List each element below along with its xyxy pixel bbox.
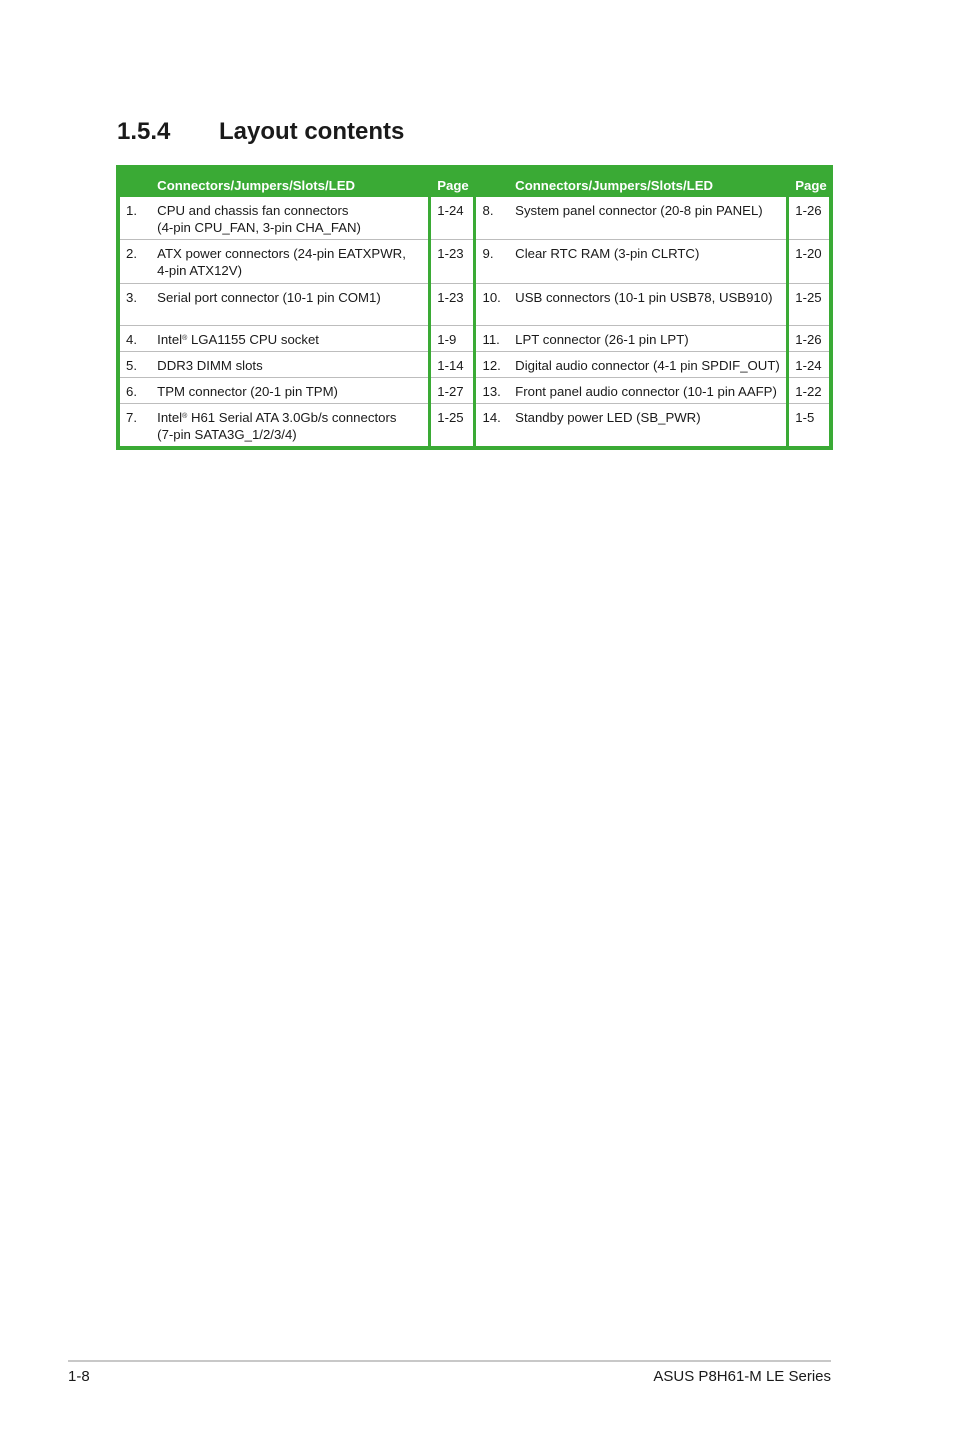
- table-row: [118, 197, 831, 240]
- row-page-right: 1-5: [795, 410, 815, 425]
- footer-page-number: 1-8: [68, 1368, 90, 1385]
- section-number: 1.5.4: [117, 118, 171, 145]
- row-number-left: 7.: [126, 410, 137, 425]
- table-row: [118, 404, 831, 449]
- footer-divider: [68, 1360, 831, 1362]
- row-item-right: Digital audio connector (4-1 pin SPDIF_OUT): [509, 352, 788, 378]
- row-item-right: Clear RTC RAM (3-pin CLRTC): [509, 240, 788, 284]
- row-number-right: 8.: [475, 197, 509, 240]
- row-page-right: 1-22: [788, 378, 831, 404]
- row-item-right: Front panel audio connector (10-1 pin AAFP): [509, 378, 788, 404]
- row-page-left: 1-24: [430, 197, 475, 240]
- row-page-left: 1-25: [430, 404, 475, 449]
- row-page-right: 1-24: [788, 352, 831, 378]
- row-page-right: 1-25: [788, 284, 831, 326]
- header-num-left: [118, 167, 151, 197]
- row-page-left: 1-23: [430, 240, 475, 284]
- row-number-left: 5.: [118, 352, 151, 378]
- table-row: [118, 284, 831, 326]
- section-title: Layout contents: [219, 118, 405, 145]
- row-number-right: 9.: [475, 240, 509, 284]
- row-page-right: 1-26: [788, 326, 831, 352]
- section-heading: [117, 118, 404, 146]
- header-item-left: Connectors/Jumpers/Slots/LED: [151, 167, 430, 197]
- row-number-right: 10.: [475, 284, 509, 326]
- table-row: [118, 378, 831, 404]
- row-item-left: ATX power connectors (24-pin EATXPWR, 4-pin ATX12V): [151, 240, 430, 284]
- row-item-left: TPM connector (20-1 pin TPM): [151, 378, 430, 404]
- table-row: [118, 240, 831, 284]
- layout-contents-table: [116, 165, 833, 450]
- header-page-right: Page: [788, 167, 831, 197]
- row-item-right: LPT connector (26-1 pin LPT): [509, 326, 788, 352]
- row-page-left: 1-27: [430, 378, 475, 404]
- row-item-left: DDR3 DIMM slots: [151, 352, 430, 378]
- row-page-right: 1-20: [788, 240, 831, 284]
- row-item-left: Serial port connector (10-1 pin COM1): [151, 284, 430, 326]
- row-number-left: 2.: [118, 240, 151, 284]
- header-num-right: [475, 167, 509, 197]
- row-item-right: USB connectors (10-1 pin USB78, USB910): [509, 284, 788, 326]
- header-item-right: Connectors/Jumpers/Slots/LED: [509, 167, 788, 197]
- row-number-left: 6.: [118, 378, 151, 404]
- row-item-left: CPU and chassis fan connectors (4-pin CPU_FAN, 3-pin CHA_FAN): [151, 197, 430, 240]
- row-item-right: Standby power LED (SB_PWR): [509, 404, 788, 449]
- row-page-right: 1-26: [788, 197, 831, 240]
- row-page-left: 1-9: [430, 326, 475, 352]
- row-number-left: 4.: [118, 326, 151, 352]
- row-item-right: System panel connector (20-8 pin PANEL): [509, 197, 788, 240]
- table-header-row: [118, 167, 831, 197]
- header-page-left: Page: [430, 167, 475, 197]
- row-page-left: 1-23: [430, 284, 475, 326]
- footer-product-name: ASUS P8H61-M LE Series: [653, 1368, 831, 1385]
- row-number-right: 13.: [475, 378, 509, 404]
- row-item-left: Intel® H61 Serial ATA 3.0Gb/s connectors (7-pin SATA3G_1/2/3/4): [151, 404, 430, 449]
- row-number-right: 14.: [482, 410, 501, 425]
- row-item-left: Intel® LGA1155 CPU socket: [151, 326, 430, 352]
- row-number-right: 12.: [475, 352, 509, 378]
- table-row: [118, 352, 831, 378]
- row-page-left: 1-14: [430, 352, 475, 378]
- table-row: [118, 326, 831, 352]
- row-number-left: 1.: [118, 197, 151, 240]
- row-number-left: 3.: [118, 284, 151, 326]
- row-number-right: 11.: [475, 326, 509, 352]
